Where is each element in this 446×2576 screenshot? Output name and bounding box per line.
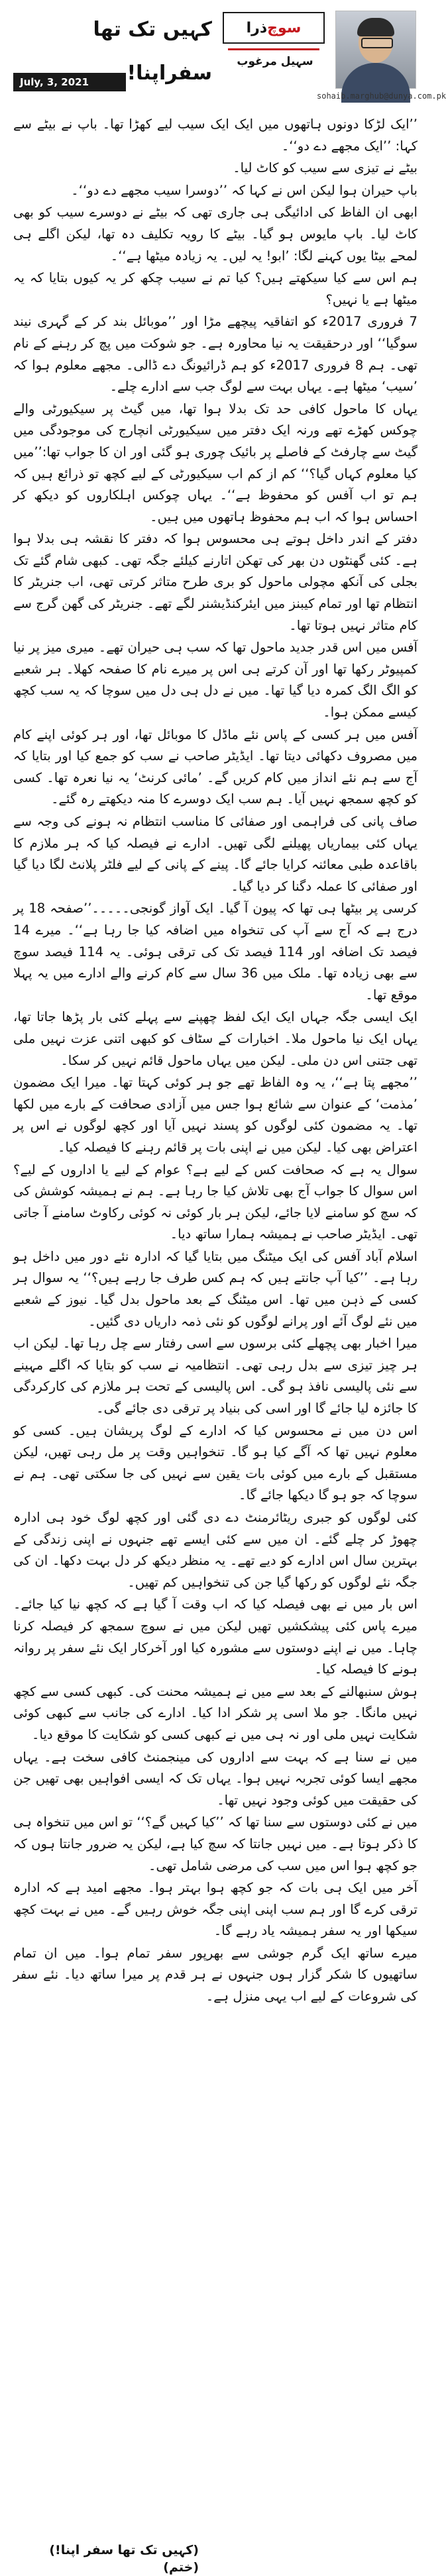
paragraph: یہاں کا ماحول کافی حد تک بدلا ہوا تھا، میں گیٹ پر سیکیورٹی والے چوکس کھڑے تھے ورنہ ایک دفتر میں سیکیورٹی انچارج کی موجودگی میں گیٹ سے چارفٹ کے فاصلے پر بائیک چوری ہو گئی اور ان کا جواب تھا:’’میں کیا معلوم کہاں گیا؟‘‘ کم از کم اب سیکیورٹی کے لیے کچھ تو ذرائع ہیں کہ ہم تو اب آفس کو محفوظ ہے‘‘۔ یہاں چوکس اہلکاروں کو دیکھ کر احساس ہوا کہ اب ہم محفوظ ہاتھوں میں ہیں۔ [13,401,418,524]
paragraph: میں نے کئی دوستوں سے سنا تھا کہ ’’کیا کہیں گے؟‘‘ تو اس میں تنخواہ ہی کا ذکر ہوتا ہے۔ میں نہیں جانتا کہ سچ کیا ہے، لیکن یہ ضرور جانتا ہوں کہ جو کچھ ہوا اس میں سب کی مرضی شامل تھی۔ [13,1814,418,1873]
paragraph: 7 فروری 2017ء کو اتفاقیہ پیچھے مڑا اور ’’موبائل بند کر کے گہری نیند سوگیا‘‘ اور درحقیقت یہ نیا محاورہ ہے۔ جو شوکت میں پچ کر رہنے کے نام تھی۔ ہم 8 فروری 2017ء کو ہم ڈرائیونگ دے ڈالی۔ مجھے معلوم ہوا کہ ’سیب‘ میٹھا ہے۔ یہاں بہت سے لوگ جب سے ادارے چلے۔ [13,314,418,395]
column-logo [223,12,325,44]
paragraph: ’’ایک لڑکا دونوں ہاتھوں میں ایک ایک سیب لیے کھڑا تھا۔ باپ نے بیٹے سے کہا: ’’ایک مجھے دے دو‘‘۔ [13,117,418,154]
publish-date: July, 3, 2021 [13,73,126,91]
photo-glasses [361,38,393,48]
paragraph: ہم اس سے کیا سیکھتے ہیں؟ کیا تم نے سیب چکھ کر یہ کیوں بتایا کہ یہ میٹھا ہے یا نہیں؟ [13,270,418,307]
paragraph: ’’مجھے پتا ہے‘‘، یہ وہ الفاظ تھے جو ہر کوئی کہتا تھا۔ میرا ایک مضمون ’مذمت‘ کے عنوان سے شائع ہوا جس میں آزادی صحافت کے بارے میں لکھا تھا۔ یہ مضمون کئی لوگوں کو پسند نہیں آیا اور کچھ لوگوں نے اس پر اعتراض بھی کیا۔ لیکن میں نے اپنی بات پر قائم رہنے کا فیصلہ کیا۔ [13,1075,418,1155]
paragraph: آفس میں اس قدر جدید ماحول تھا کہ سب ہی حیران تھے۔ میری میز پر نیا کمپیوٹر رکھا تھا اور آن کرتے ہی اس پر میرے نام کا صفحہ کھلا۔ ہر شعبے کو الگ الگ کمرہ دیا گیا تھا۔ میں نے دل ہی دل میں سوچا کہ یہ سب کچھ کیسے ممکن ہوا۔ [13,640,418,720]
paragraph: باپ حیران ہوا لیکن اس نے کہا کہ ’’دوسرا سیب مجھے دے دو‘‘۔ [71,182,418,198]
paragraph: ابھی ان الفاظ کی ادائیگی ہی جاری تھی کہ بیٹے نے دوسرے سیب کو بھی کاٹ لیا۔ باپ مایوس ہو گیا۔ بیٹے کا رویہ تکلیف دہ تھا، لیکن اگلے ہی لمحے بیٹا یوں کہنے لگا: ’ابو! یہ لیں۔ یہ زیادہ میٹھا ہے‘‘۔ [13,205,418,264]
paragraph: اس بار میں نے بھی فیصلہ کیا کہ اب وقت آ گیا ہے کہ کچھ نیا کیا جائے۔ میرے پاس کئی پیشکشیں تھیں لیکن میں نے سوچ سمجھ کر فیصلہ کرنا چاہا۔ میں نے اپنے دوستوں سے مشورہ کیا اور آخرکار ایک نئے سفر پر روانہ ہونے کا فیصلہ کیا۔ [13,1597,418,1677]
paragraph: آخر میں ایک ہی بات کہ جو کچھ ہوا بہتر ہوا۔ مجھے امید ہے کہ ادارہ ترقی کرے گا اور ہم سب اپنی اپنی جگہ خوش رہیں گے۔ میں نے بہت کچھ سیکھا اور یہ سفر ہمیشہ یاد رہے گا۔ [13,1880,418,1939]
paragraph: اس دن میں نے محسوس کیا کہ ادارے کے لوگ پریشان ہیں۔ کسی کو معلوم نہیں تھا کہ آگے کیا ہو گا۔ تنخواہیں وقت پر مل رہی تھیں، لیکن مستقبل کے بارے میں کوئی بات یقین سے نہیں کی جا سکتی تھی۔ ہم نے سوچا کہ جو ہو گا دیکھا جائے گا۔ [13,1422,418,1503]
paragraph: اسلام آباد آفس کی ایک میٹنگ میں بتایا گیا کہ ادارہ نئے دور میں داخل ہو رہا ہے۔ ’’کیا آپ جانتے ہیں کہ ہم کس طرف جا رہے ہیں؟‘‘ یہ سوال ہر کسی کے ذہن میں تھا۔ اس میٹنگ کے بعد ماحول بدل گیا۔ نیوز کے شعبے میں نئے لوگ آئے اور پرانے لوگوں کو نئی ذمہ داریاں دی گئیں۔ [13,1248,418,1329]
column-header [0,0,446,101]
author-email[interactable]: sohaib.marghub@dunya.com.pk [317,91,446,101]
author-photo [335,11,416,89]
paragraph: دفتر کے اندر داخل ہوتے ہی محسوس ہوا کہ دفتر کا نقشہ ہی بدلا ہوا ہے۔ کئی گھنٹوں دن بھر کی تھکن اتارنے کیلئے جگہ تھی۔ کبھی شام گئے تک بجلی کی آنکھ مچولی ماحول کو بری طرح متاثر کرتی تھی، اب جنریٹر کا انتظام تھا اور تمام کیبنز میں ایئرکنڈیشنر لگے تھے۔ جنریٹر کی گھن گرج سے کام متاثر نہیں ہوتا تھا۔ [13,531,418,633]
photo-hair [357,18,394,36]
logo-underline [228,48,319,50]
paragraph: سوال یہ ہے کہ صحافت کس کے لیے ہے؟ عوام کے لیے یا اداروں کے لیے؟ اس سوال کا جواب آج بھی تلاش کیا جا رہا ہے۔ ہم نے ہمیشہ کوشش کی کہ سچ کو سامنے لایا جائے، لیکن ہر بار کوئی نہ کوئی رکاوٹ سامنے آ جاتی تھی۔ ایڈیٹر صاحب نے ہمیشہ ہمارا ساتھ دیا۔ [13,1162,418,1242]
article-body [13,114,418,2544]
paragraph: کئی لوگوں کو جبری ریٹائرمنٹ دے دی گئی اور کچھ لوگ خود ہی ادارہ چھوڑ کر چلے گئے۔ ان میں سے کئی ایسے تھے جنہوں نے اپنی زندگی کے بہترین سال اس ادارے کو دیے تھے۔ یہ منظر دیکھ کر دل بہت دکھا۔ ان کی جگہ نئے لوگوں کو رکھا گیا جن کی تنخواہیں کم تھیں۔ [13,1510,418,1590]
paragraph: میرا اخبار بھی پچھلے کئی برسوں سے اسی رفتار سے چل رہا تھا۔ لیکن اب ہر چیز تیزی سے بدل رہی تھی۔ انتظامیہ نے سب کو بتایا کہ اگلے مہینے سے نئی پالیسی نافذ ہو گی۔ اس پالیسی کے تحت ہر ملازم کی کارکردگی کا جائزہ لیا جائے گا اور اسی کی بنیاد پر ترقی دی جائے گی۔ [13,1336,418,1416]
paragraph: کرسی پر بیٹھا ہی تھا کہ پیون آ گیا۔ ایک آواز گونجی۔۔۔۔۔’’صفحہ 18 پر درج ہے کہ آج سے آپ کی تنخواہ میں اضافہ کیا جا رہا ہے‘‘۔ میرے 14 فیصد تک اضافہ اور 114 فیصد تک کی ترقی ہوئی۔ یہ 114 فیصد سوچ سے بھی زیادہ تھا۔ ملک میں 36 سال سے کام کرنے والے ادارے میں یہ پہلا موقع تھا۔ [13,901,418,1003]
paragraph: میرے ساتھ ایک گرم جوشی سے بھرپور سفر تمام ہوا۔ میں ان تمام ساتھیوں کا شکر گزار ہوں جنہوں نے ہر قدم پر میرا ساتھ دیا۔ نئے سفر کی شروعات کے لیے اب یہی منزل ہے۔ [13,1945,418,2005]
paragraph: ہوش سنبھالنے کے بعد سے میں نے ہمیشہ محنت کی۔ کبھی کسی سے کچھ نہیں مانگا۔ جو ملا اسی پر شکر ادا کیا۔ ادارے کی جانب سے کبھی کوئی شکایت نہیں ملی اور نہ ہی میں نے کبھی کسی کو شکایت کا موقع دیا۔ [13,1683,418,1742]
logo-accent: سوچ [267,19,302,36]
closing-line: (کہیں تک تھا سفر اپنا!) (ختم) [49,2543,199,2575]
logo-text: ذرا [246,19,268,36]
author-name: سہیل مرغوب [237,55,313,68]
paragraph: ایک ایسی جگہ جہاں ایک ایک لفظ چھپنے سے پہلے کئی بار پڑھا جاتا تھا، یہاں ایک نیا ماحول ملا۔ اخبارات کے سٹاف کو کبھی اتنی عزت نہیں ملی تھی جتنی اس دن ملی۔ لیکن میں یہاں ماحول قائم نہیں کر سکا۔ [13,1009,418,1068]
article-headline: کہیں تک تھا سفراپنا! [93,18,212,85]
paragraph: میں نے سنا ہے کہ بہت سے اداروں کی مینجمنٹ کافی سخت ہے۔ یہاں مجھے ایسا کوئی تجربہ نہیں ہوا۔ یہاں تک کہ ایسی افواہیں بھی تھیں جن کی حقیقت میں کوئی وجود نہیں تھا۔ [13,1749,418,1808]
paragraph: صاف پانی کی فراہمی اور صفائی کا مناسب انتظام نہ ہونے کی وجہ سے یہاں کئی بیماریاں پھیلنے لگی تھیں۔ ادارے نے فیصلہ کیا کہ ہر ملازم کا باقاعدہ طبی معائنہ کرایا جائے گا۔ پینے کے پانی کے لیے فلٹر پلانٹ لگا دیا گیا اور صفائی کا عملہ دگنا کر دیا گیا۔ [13,814,418,894]
paragraph: بیٹے نے تیزی سے سیب کو کاٹ لیا۔ [233,160,418,176]
paragraph: آفس میں ہر کسی کے پاس نئے ماڈل کا موبائل تھا، اور ہر کوئی اپنے کام میں مصروف دکھائی دیتا تھا۔ ایڈیٹر صاحب نے سب کو جمع کیا اور بتایا کہ آج سے ہم نئے انداز میں کام کریں گے۔ ’مائی کرنٹ‘ یہ نیا نعرہ تھا۔ کسی کو کچھ سمجھ نہیں آیا۔ ہم سب ایک دوسرے کا منہ دیکھتے رہ گئے۔ [13,726,418,807]
